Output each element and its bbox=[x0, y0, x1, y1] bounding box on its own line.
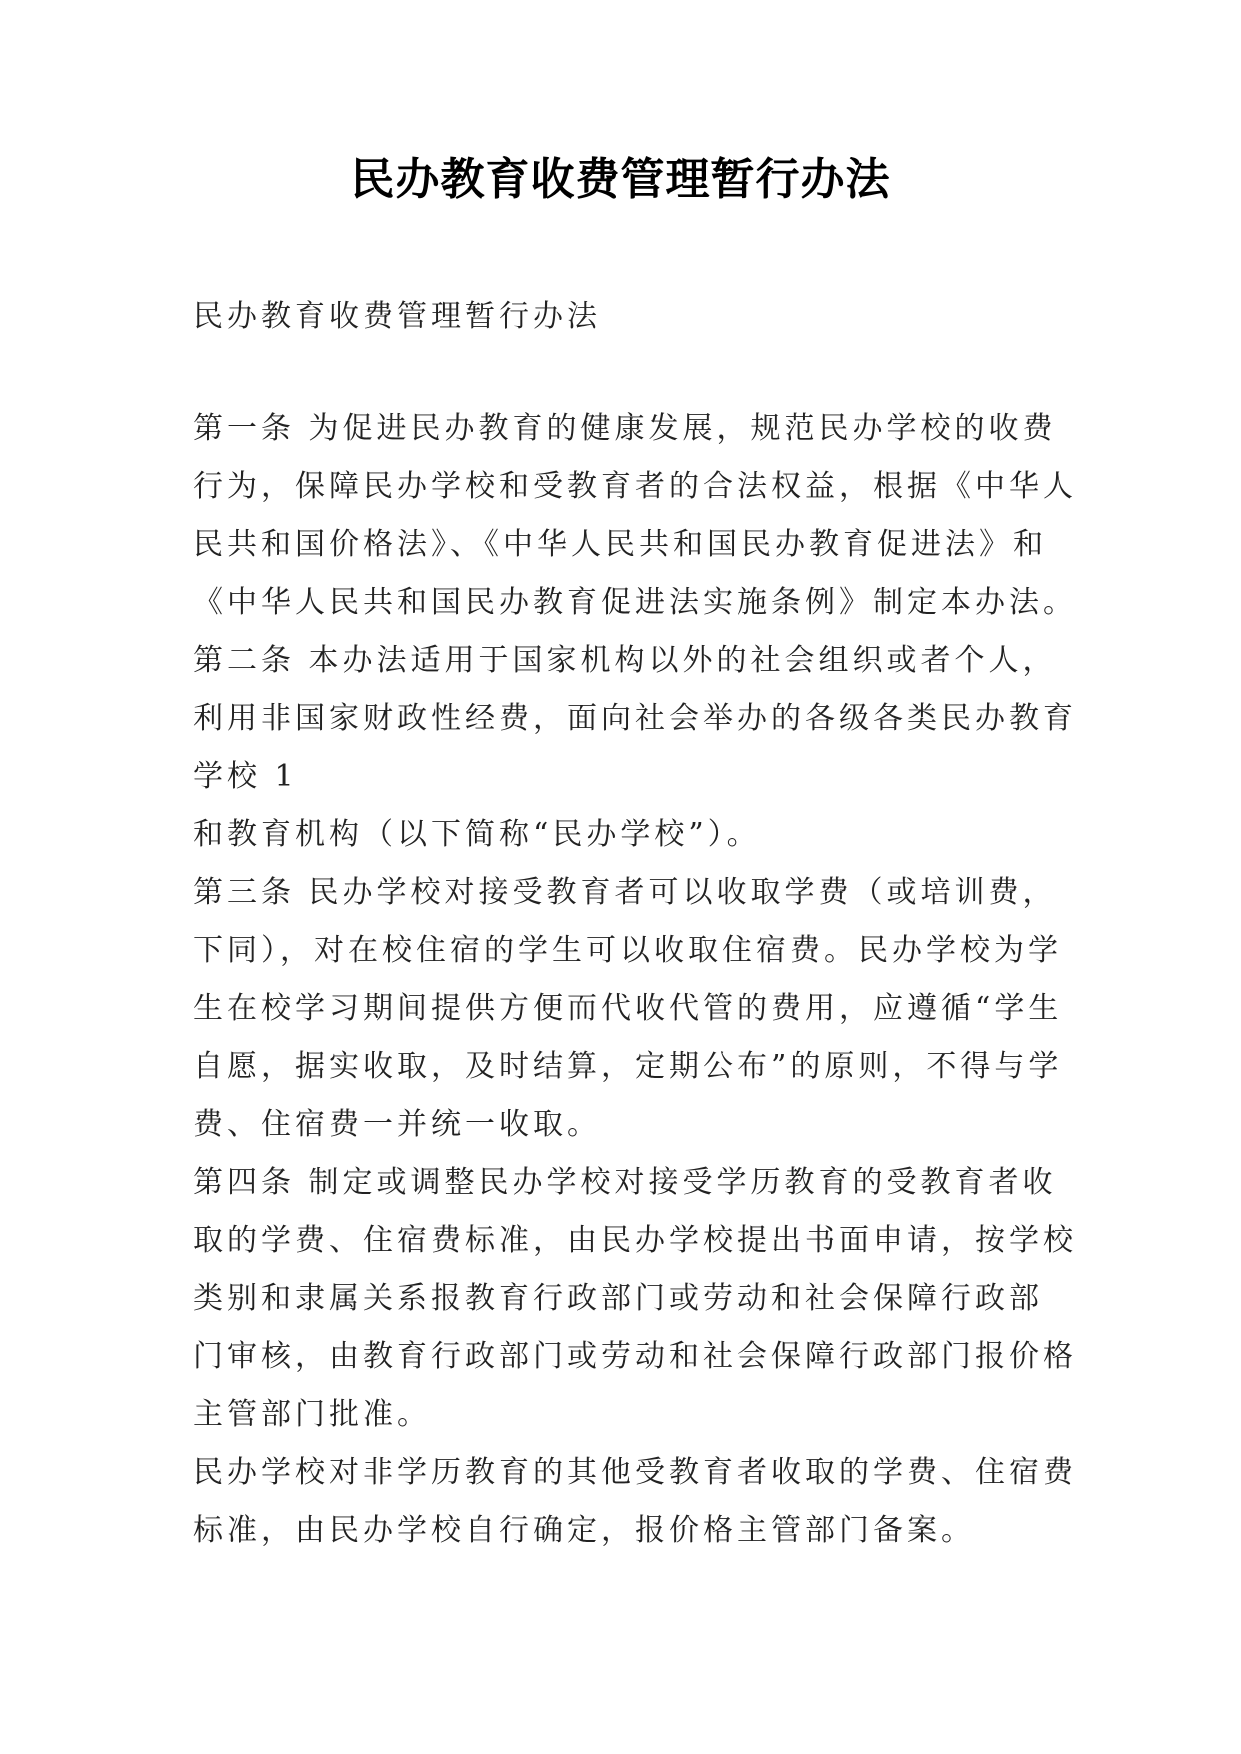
document-body bbox=[193, 288, 1077, 1560]
text-line: 《中华人民共和国民办教育促进法实施条例》制定本办法。 bbox=[193, 585, 1077, 620]
text-line: 取的学费、住宿费标准，由民办学校提出书面申请，按学校 bbox=[193, 1223, 1077, 1258]
text-line: 标准，由民办学校自行确定，报价格主管部门备案。 bbox=[193, 1513, 975, 1548]
text-line: 类别和隶属关系报教育行政部门或劳动和社会保障行政部 bbox=[193, 1281, 1043, 1316]
text-line: 民办学校对非学历教育的其他受教育者收取的学费、住宿费 bbox=[193, 1455, 1077, 1490]
text-line: 费、住宿费一并统一收取。 bbox=[193, 1107, 601, 1142]
text-line: 第一条 为促进民办教育的健康发展，规范民办学校的收费 bbox=[193, 411, 1057, 446]
text-line: 第四条 制定或调整民办学校对接受学历教育的受教育者收 bbox=[193, 1165, 1057, 1200]
document-subtitle: 民办教育收费管理暂行办法 bbox=[193, 299, 601, 334]
document-title: 民办教育收费管理暂行办法 bbox=[350, 154, 891, 205]
text-line: 下同），对在校住宿的学生可以收取住宿费。民办学校为学 bbox=[193, 933, 1062, 968]
text-line: 第三条 民办学校对接受教育者可以收取学费（或培训费， bbox=[193, 875, 1057, 910]
text-line: 利用非国家财政性经费，面向社会举办的各级各类民办教育 bbox=[193, 701, 1077, 736]
text-line: 生在校学习期间提供方便而代收代管的费用，应遵循“学生 bbox=[193, 991, 1063, 1026]
text-line: 民共和国价格法》、《中华人民共和国民办教育促进法》和 bbox=[193, 527, 1047, 562]
text-line: 自愿，据实收取，及时结算，定期公布”的原则，不得与学 bbox=[193, 1049, 1063, 1084]
text-line: 和教育机构（以下简称“民办学校”）。 bbox=[193, 817, 761, 852]
text-line: 学校 1 bbox=[193, 759, 298, 794]
paragraph-spacer bbox=[193, 346, 1063, 400]
text-line: 行为，保障民办学校和受教育者的合法权益，根据《中华人 bbox=[193, 469, 1077, 504]
text-line: 第二条 本办法适用于国家机构以外的社会组织或者个人， bbox=[193, 643, 1057, 678]
text-line: 门审核，由教育行政部门或劳动和社会保障行政部门报价格 bbox=[193, 1339, 1077, 1374]
text-line: 主管部门批准。 bbox=[193, 1397, 431, 1432]
